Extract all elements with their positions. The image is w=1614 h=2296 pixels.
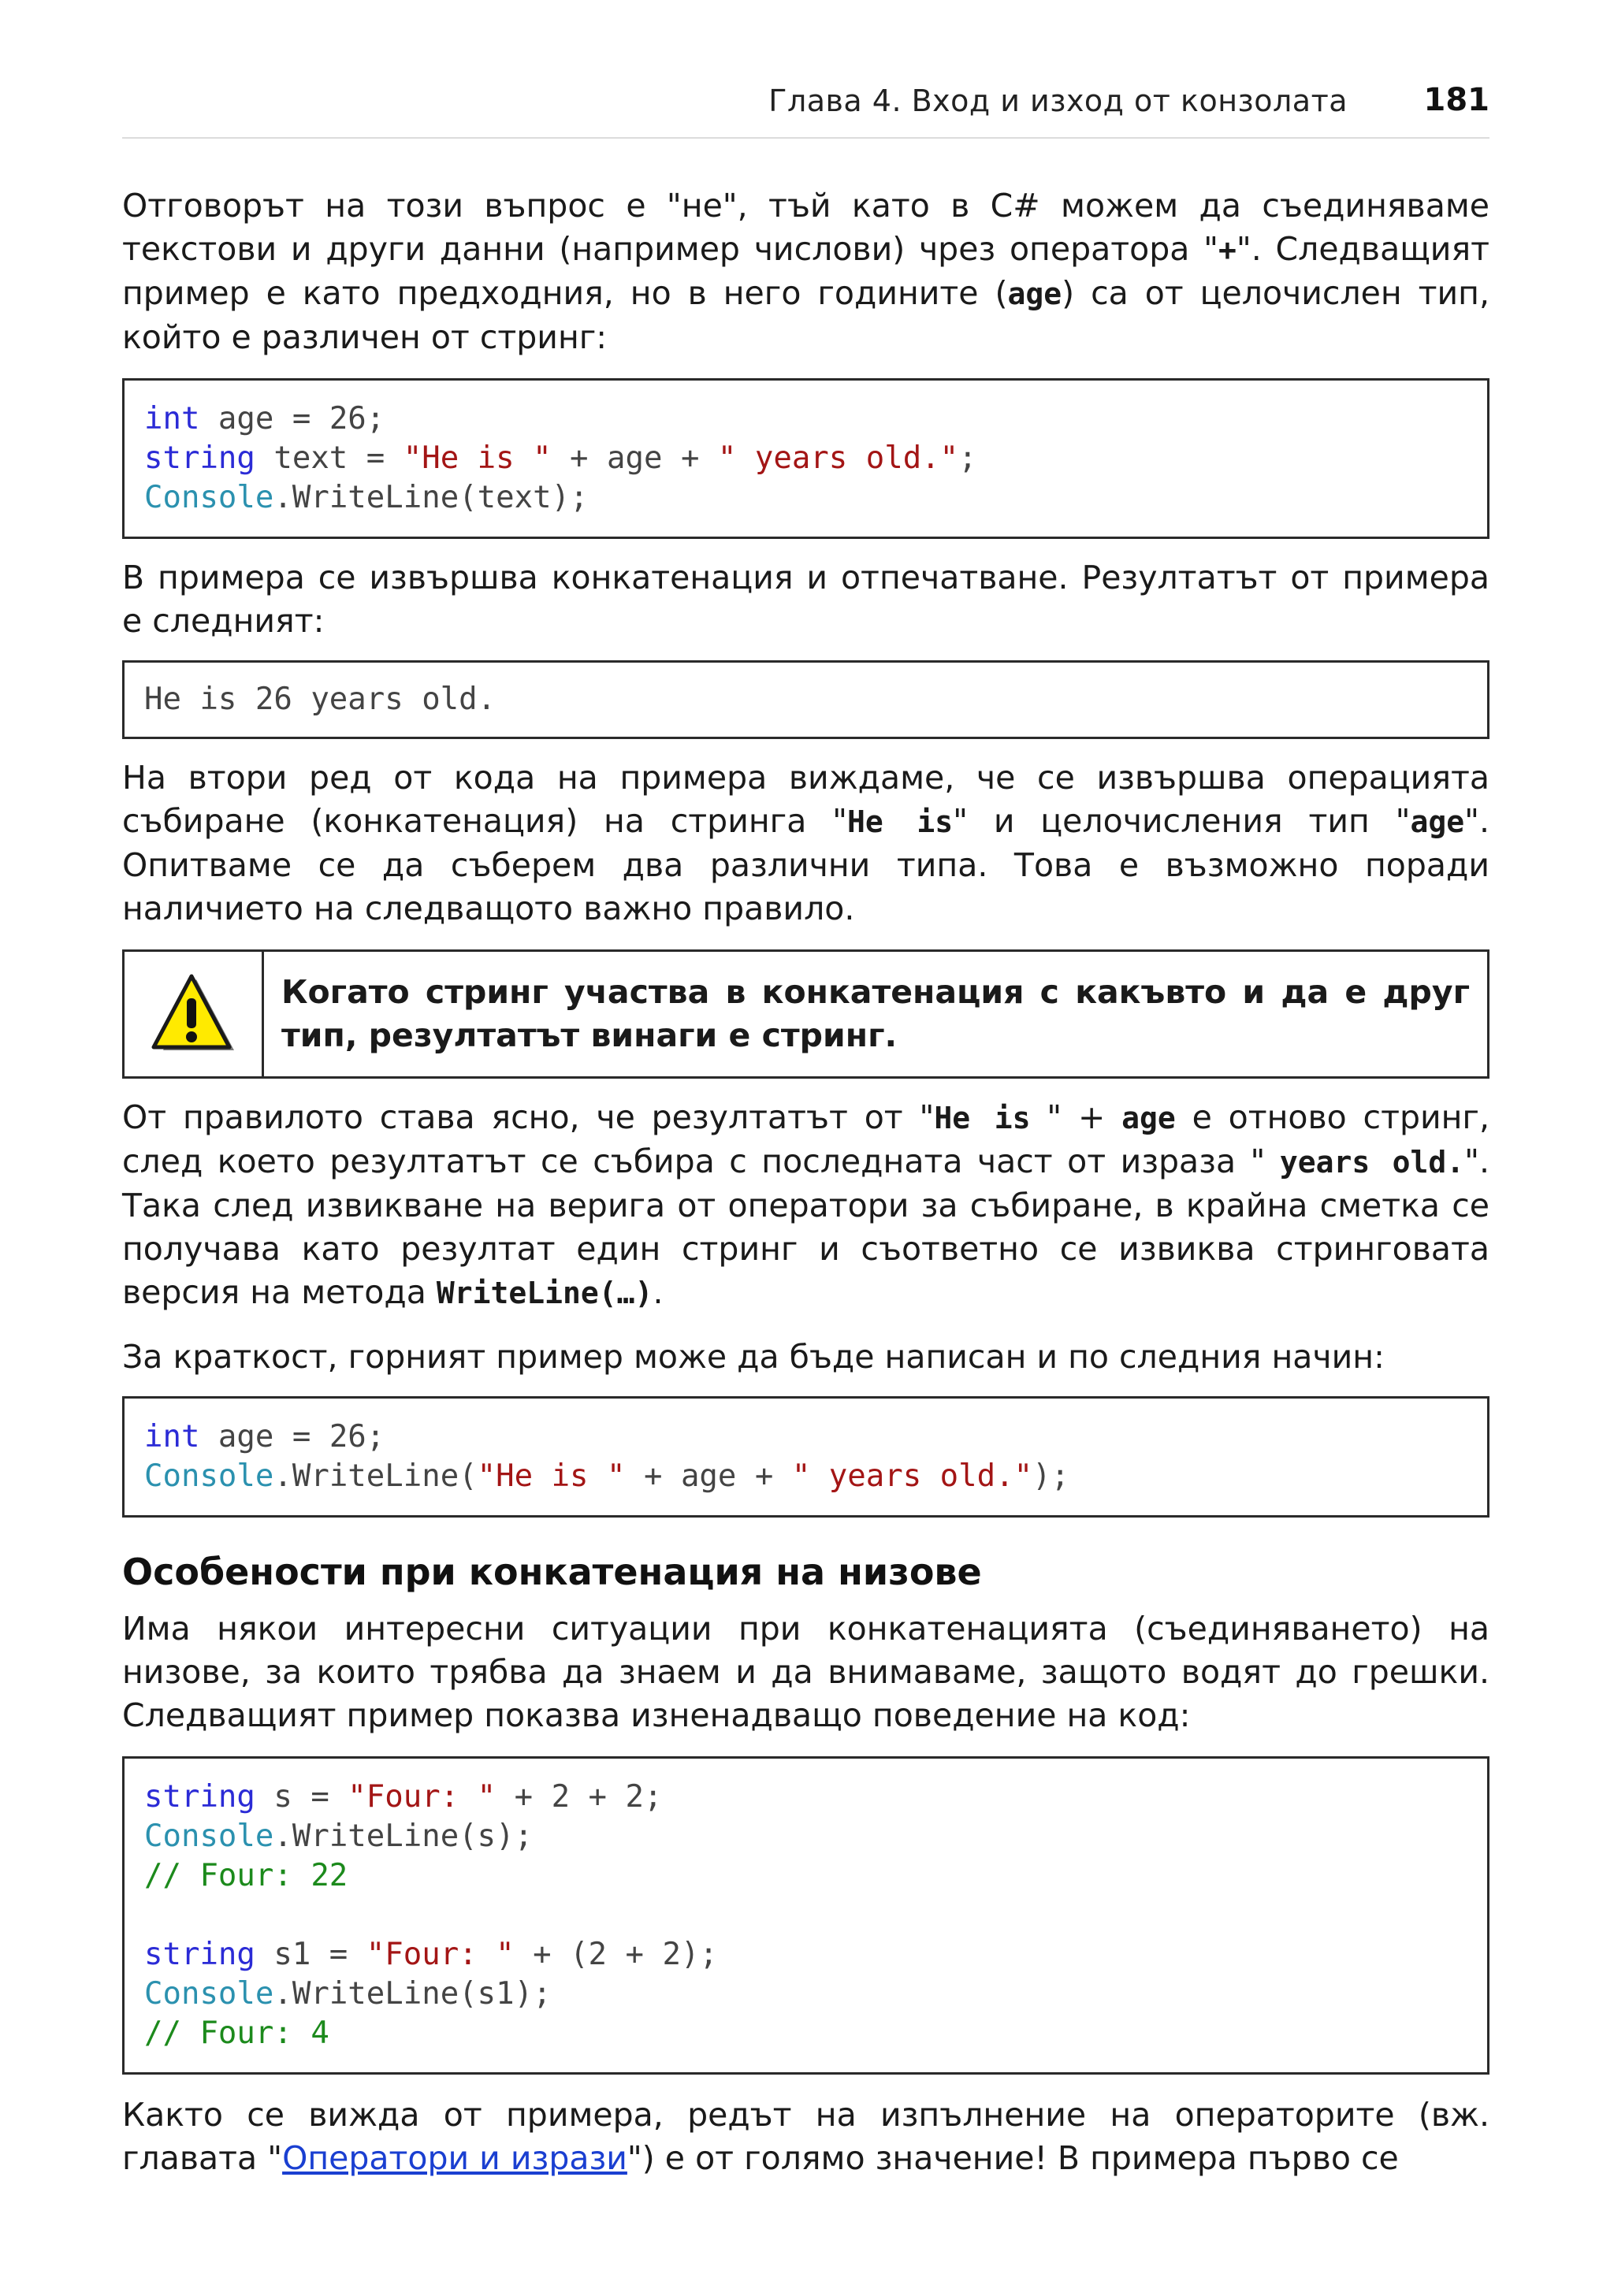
code-keyword: int [144, 1419, 200, 1455]
code-type: Console [144, 1458, 274, 1494]
text-run: " и целочисления тип " [953, 802, 1411, 840]
code-text: age = 26; [199, 1419, 385, 1455]
text-run: " + [1030, 1098, 1122, 1136]
text-run: На втори ред от кода на примера виждаме, че се извършва операцията събиране (конкатенация) на стринга " [122, 759, 1489, 840]
text-run: Отговорът на този въпрос е "не", тъй като в C# можем да съединяваме текстови и други данни (например числови) чрез оператора " [122, 187, 1489, 268]
output-text: He is 26 years old. [144, 682, 496, 717]
warning-icon [149, 973, 237, 1055]
code-text: + age + [625, 1458, 792, 1494]
paragraph-result-intro: В примера се извършва конкатенация и отпечатване. Резултатът от примера е следният: [122, 559, 1489, 640]
paragraph-explanation [122, 756, 1489, 931]
text-run: ". Следващият пример е като предходния, но в него годините ( [122, 230, 1489, 312]
inline-code: WriteLine(…) [436, 1276, 653, 1310]
paragraph-interesting: Има някои интересни ситуации при конкатенацията (съединяването) на низове, за които трябва да знаем и да внимаваме, защото водят до грешки. Следващият пример показва изненадващо поведение на код: [122, 1610, 1489, 1734]
inline-code: + [1218, 232, 1237, 267]
warning-note [122, 949, 1489, 1079]
inline-code: age [1410, 804, 1465, 839]
code-comment: // Four: 4 [144, 2016, 329, 2051]
code-string: "Four: " [366, 1937, 515, 1972]
output-block [122, 660, 1489, 739]
paragraph-order [122, 2094, 1489, 2180]
code-type: Console [144, 480, 274, 515]
code-string: "Four: " [348, 1779, 496, 1815]
page-number: 181 [1423, 82, 1489, 118]
code-text: s = [255, 1779, 348, 1815]
text-run: ) са от целочислен тип, който е различен от стринг: [122, 274, 1489, 356]
code-comment: // Four: 22 [144, 1858, 348, 1893]
code-keyword: int [144, 401, 200, 437]
inline-code: He is [846, 804, 954, 839]
text-run: ". Така след извикване на верига от оператори за събиране, в крайна сметка се получава като резултат един стринг и съответно се извиква стринговата версия на метода [122, 1142, 1490, 1311]
code-keyword: string [144, 1937, 255, 1972]
code-text: + 2 + 2; [496, 1779, 663, 1815]
warning-icon-cell [125, 952, 264, 1076]
inline-code: He is [934, 1101, 1031, 1135]
code-text: + age + [551, 440, 718, 476]
code-text: + (2 + 2); [514, 1937, 718, 1972]
text-run: Както се вижда от примера, редът на изпълнение на операторите (вж. главата " [122, 2096, 1489, 2177]
page-header [122, 80, 1489, 139]
code-text: .WriteLine(s); [273, 1819, 534, 1854]
paragraph-intro [122, 184, 1489, 359]
code-text: text = [255, 440, 404, 476]
code-block-1 [122, 378, 1489, 539]
text-run: е отново стринг, след което резултатът се събира с последната част от израза " [122, 1098, 1490, 1180]
paragraph-rule-explanation [122, 1096, 1489, 1315]
chapter-title: Глава 4. Вход и изход от конзолата [768, 84, 1348, 118]
page-content [122, 180, 1489, 2180]
code-text: ; [958, 440, 977, 476]
code-string: " years old." [791, 1458, 1033, 1494]
code-string: " years old." [717, 440, 959, 476]
inline-code: years old. [1279, 1145, 1465, 1180]
operators-chapter-link[interactable]: Оператори и изрази [282, 2139, 627, 2177]
code-text: .WriteLine(text); [273, 480, 589, 515]
code-string: "He is " [403, 440, 552, 476]
code-keyword: string [144, 440, 255, 476]
code-text: ); [1032, 1458, 1070, 1494]
text-run: . [653, 1273, 664, 1311]
code-block-3 [122, 1756, 1489, 2075]
text-run: От правилото става ясно, че резултатът от " [122, 1098, 935, 1136]
paragraph-shorter: За краткост, горният пример може да бъде написан и по следния начин: [122, 1338, 1385, 1376]
inline-code: age [1007, 277, 1062, 311]
section-heading: Особености при конкатенация на низове [122, 1551, 982, 1593]
warning-text: Когато стринг участва в конкатенация с какъвто и да е друг тип, резултатът винаги е стринг. [281, 973, 1470, 1054]
code-block-2 [122, 1396, 1489, 1518]
inline-code: age [1121, 1101, 1176, 1135]
code-type: Console [144, 1976, 274, 2012]
code-text: age = 26; [199, 401, 385, 437]
code-text: .WriteLine(s1); [273, 1976, 552, 2012]
code-keyword: string [144, 1779, 255, 1815]
text-run: ") е от голямо значение! В примера първо се [627, 2139, 1399, 2177]
code-text: s1 = [255, 1937, 366, 1972]
text-run: ". Опитваме се да съберем два различни типа. Това е възможно поради наличието на следващото важно правило. [122, 802, 1489, 927]
code-string: "He is " [477, 1458, 626, 1494]
code-text: .WriteLine( [273, 1458, 478, 1494]
code-type: Console [144, 1819, 274, 1854]
